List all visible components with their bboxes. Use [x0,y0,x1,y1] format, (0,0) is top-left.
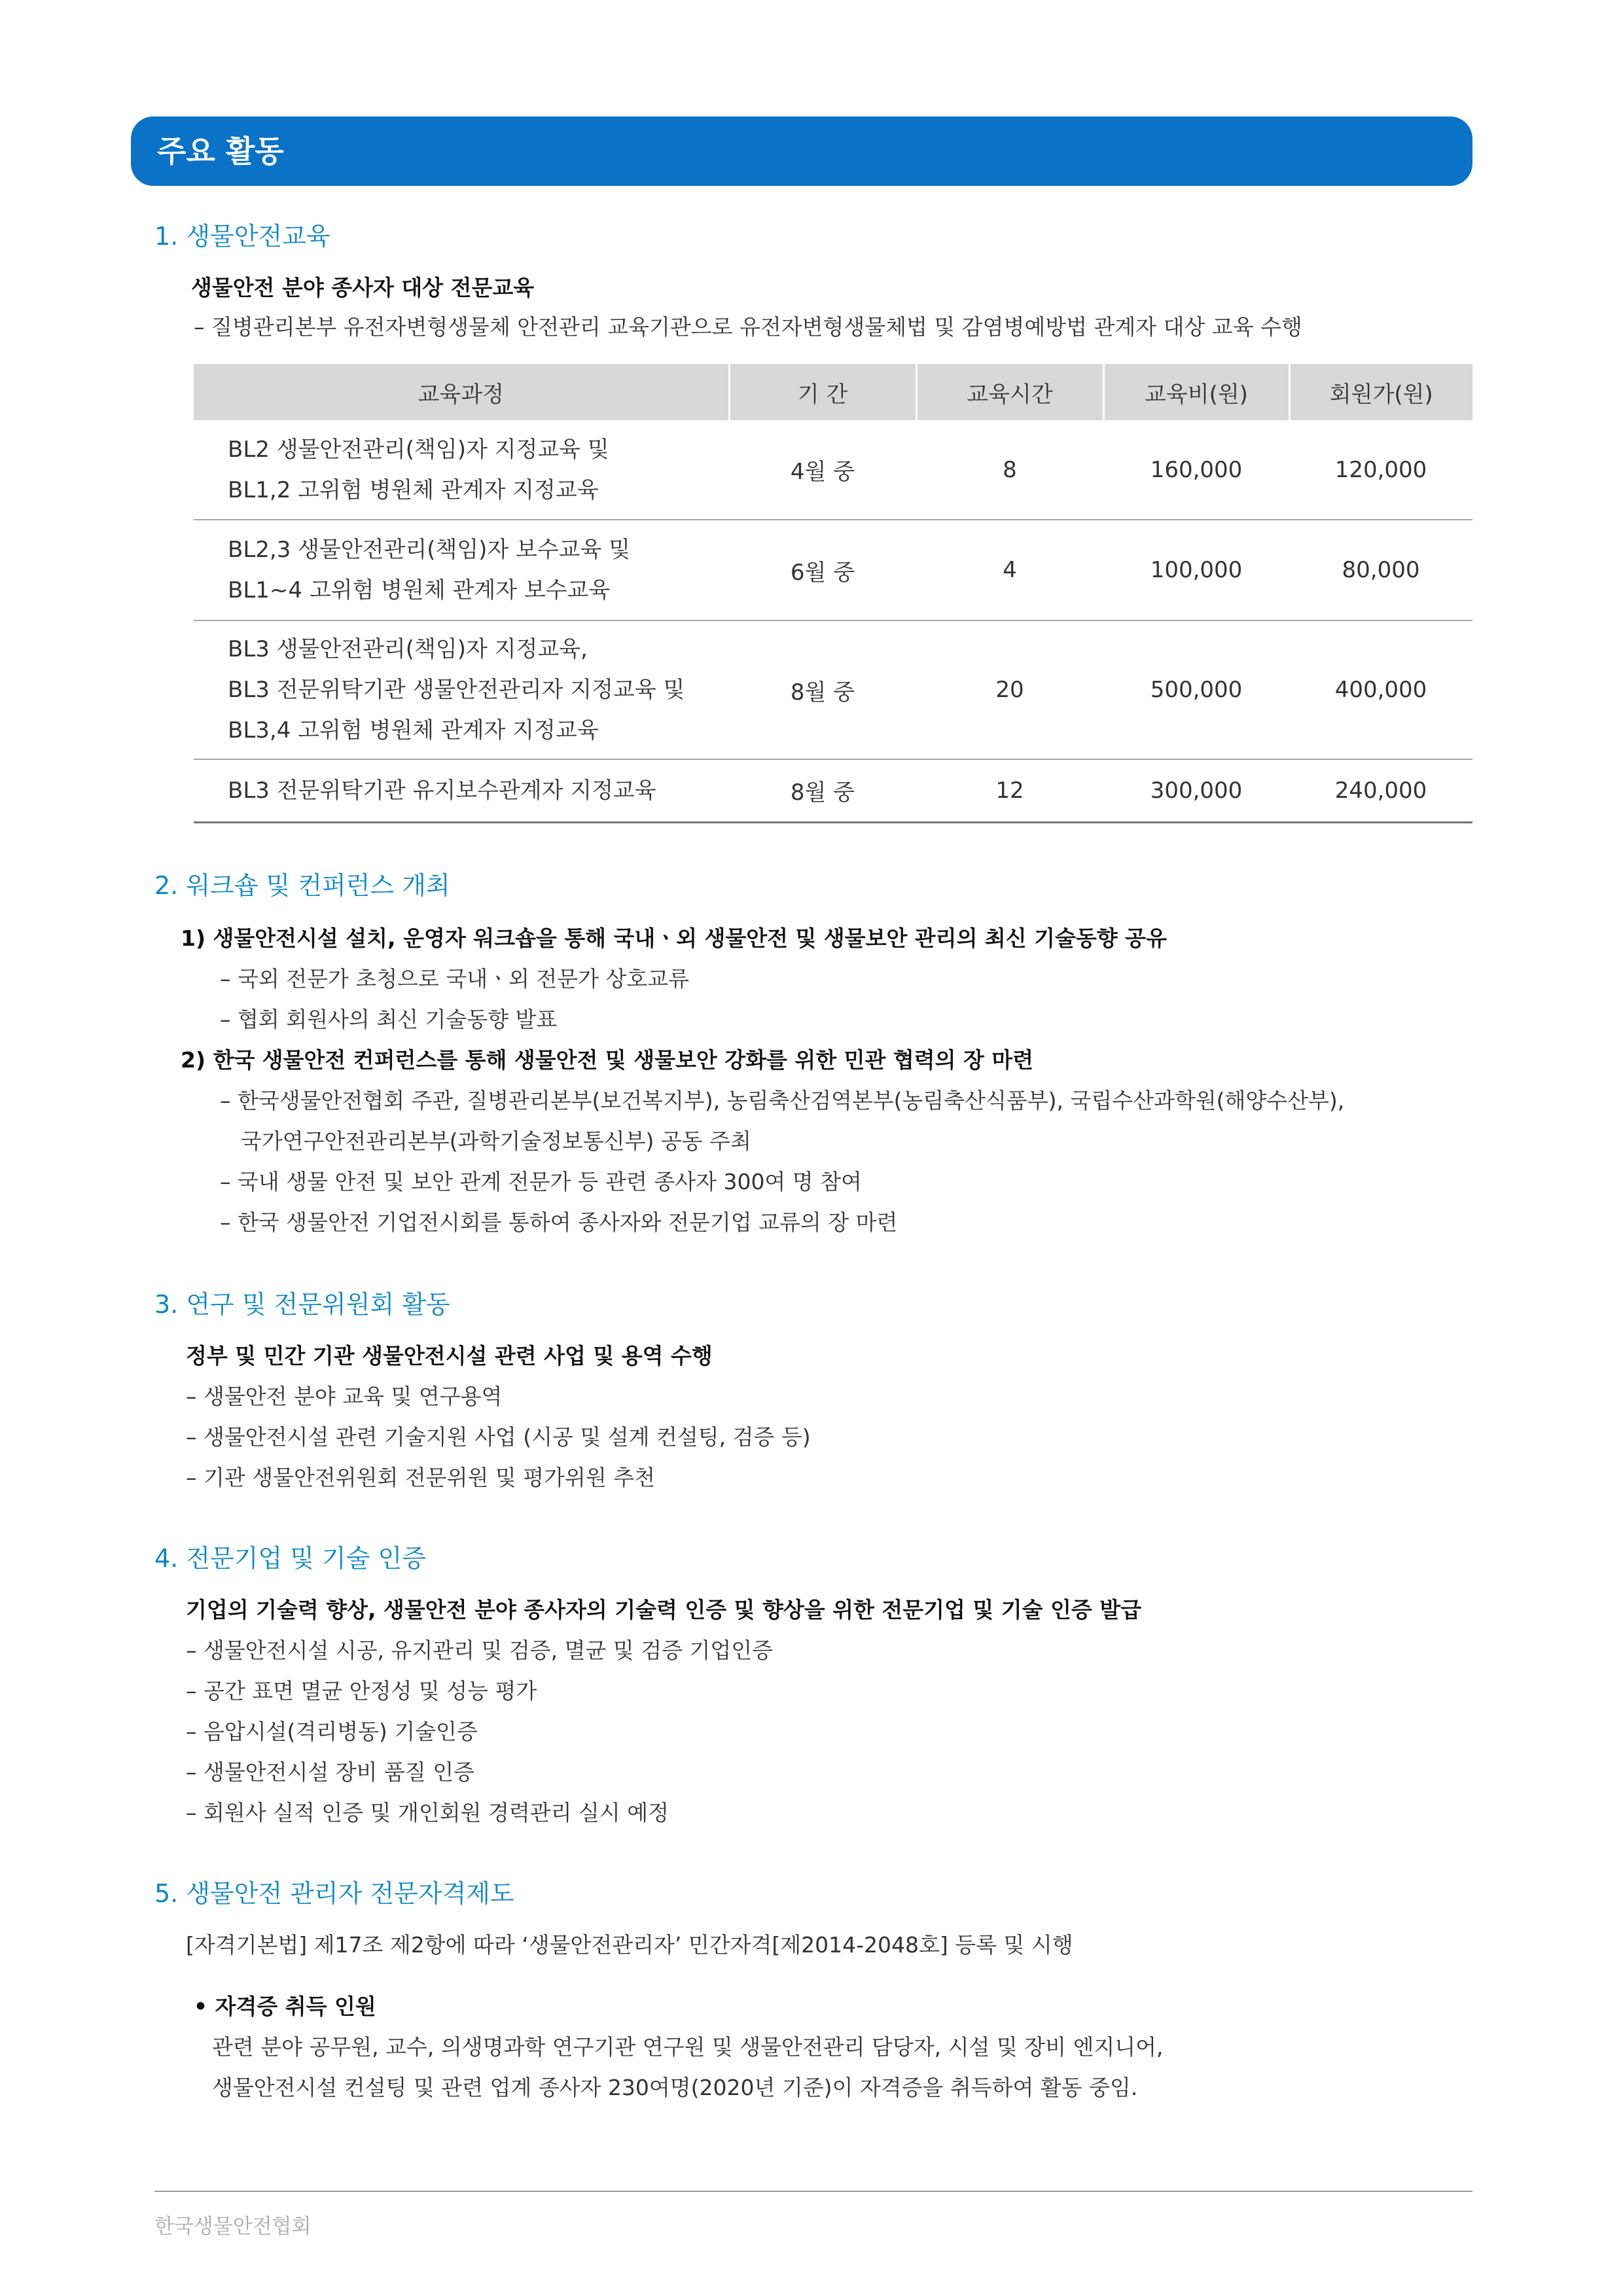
fee-cell: 500,000 [1103,620,1289,759]
list-item: – 회원사 실적 인증 및 개인회원 경력관리 실시 예정 [186,1800,669,1825]
course-line: BL3,4 고위험 병원체 관계자 지정교육 [228,717,599,744]
hours-cell: 20 [916,620,1103,759]
course-cell [194,520,729,620]
section-1-title: 1. 생물안전교육 [154,222,330,251]
footer-divider [154,2191,1472,2192]
hours-cell: 8 [916,420,1103,520]
course-line: BL1~4 고위험 병원체 관계자 보수교육 [228,577,611,603]
section-4-subtitle: 기업의 기술력 향상, 생물안전 분야 종사자의 기술력 인증 및 향상을 위한 전문기업 및 기술 인증 발급 [186,1597,1141,1623]
section-1-note: – 질병관리본부 유전자변형생물체 안전관리 교육기관으로 유전자변형생물체법 및 감염병예방법 관계자 대상 교육 수행 [194,314,1302,340]
list-item: – 생물안전시설 관련 기술지원 사업 (시공 및 설계 컨설팅, 검증 등) [186,1424,811,1450]
period-cell: 4월 중 [729,420,916,520]
member-fee-cell: 400,000 [1289,620,1472,759]
list-item: – 기관 생물안전위원회 전문위원 및 평가위원 추천 [186,1465,655,1490]
table-row [194,520,1472,620]
header-period: 기 간 [729,364,916,420]
section-5-title: 5. 생물안전 관리자 전문자격제도 [154,1879,514,1908]
footer-organization: 한국생물안전협회 [154,2215,312,2238]
section-4-title: 4. 전문기업 및 기술 인증 [154,1544,426,1573]
period-cell: 8월 중 [729,759,916,822]
list-item: – 국외 전문가 초청으로 국내ㆍ외 전문가 상호교류 [220,966,689,992]
course-line: BL3 생물안전관리(책임)자 지정교육, [228,636,588,662]
education-table [194,364,1472,823]
course-cell [194,759,729,822]
page-title: 주요 활동 [157,134,284,169]
course-cell [194,620,729,759]
hours-cell: 4 [916,520,1103,620]
list-item: – 음압시설(격리병동) 기술인증 [186,1719,478,1744]
header-course: 교육과정 [194,364,729,420]
workshop-subtitle: 1) 생물안전시설 설치, 운영자 워크숍을 통해 국내ㆍ외 생물안전 및 생물보안 관리의 최신 기술동향 공유 [181,925,1167,951]
period-cell: 6월 중 [729,520,916,620]
course-line: BL2,3 생물안전관리(책임)자 보수교육 및 [228,537,631,563]
period-cell: 8월 중 [729,620,916,759]
table-row [194,759,1472,822]
list-item: – 한국 생물안전 기업전시회를 통하여 종사자와 전문기업 교류의 장 마련 [220,1210,898,1235]
list-item: – 협회 회원사의 최신 기술동향 발표 [220,1007,558,1032]
table-header-row [194,364,1472,420]
section-banner [131,117,1472,186]
law-reference: [자격기본법] 제17조 제2항에 따라 ‘생물안전관리자’ 민간자격[제2014-2048호] 등록 및 시행 [186,1932,1073,1958]
course-line: BL2 생물안전관리(책임)자 지정교육 및 [228,436,609,463]
list-item: – 공간 표면 멸균 안정성 및 성능 평가 [186,1678,537,1704]
table-row [194,620,1472,759]
list-item: – 생물안전 분야 교육 및 연구용역 [186,1384,503,1409]
course-line: BL1,2 고위험 병원체 관계자 지정교육 [228,476,599,503]
member-fee-cell: 240,000 [1289,759,1472,822]
course-line: BL3 전문위탁기관 생물안전관리자 지정교육 및 [228,677,685,703]
member-fee-cell: 120,000 [1289,420,1472,520]
section-1-subtitle: 생물안전 분야 종사자 대상 전문교육 [191,275,535,300]
table-row [194,420,1472,520]
hours-cell: 12 [916,759,1103,822]
fee-cell: 160,000 [1103,420,1289,520]
list-item: – 생물안전시설 장비 품질 인증 [186,1759,474,1785]
header-member-fee: 회원가(원) [1289,364,1472,420]
course-line: BL3 전문위탁기관 유지보수관계자 지정교육 [228,777,656,804]
certificate-desc-line: 생물안전시설 컨설팅 및 관련 업계 종사자 230여명(2020년 기준)이 자격증을 취득하여 활동 중임. [212,2075,1138,2100]
header-hours: 교육시간 [916,364,1103,420]
list-item: – 국내 생물 안전 및 보안 관계 전문가 등 관련 종사자 300여 명 참여 [220,1169,862,1194]
certificate-desc-line: 관련 분야 공무원, 교수, 의생명과학 연구기관 연구원 및 생물안전관리 담당자, 시설 및 장비 엔지니어, [212,2034,1164,2060]
section-3-subtitle: 정부 및 민간 기관 생물안전시설 관련 사업 및 용역 수행 [186,1343,713,1369]
fee-cell: 100,000 [1103,520,1289,620]
course-cell [194,420,729,520]
member-fee-cell: 80,000 [1289,520,1472,620]
list-item: – 생물안전시설 시공, 유지관리 및 검증, 멸균 및 검증 기업인증 [186,1638,773,1663]
section-3-title: 3. 연구 및 전문위원회 활동 [154,1290,450,1319]
certificate-bullet: • 자격증 취득 인원 [194,1994,376,2019]
conference-subtitle: 2) 한국 생물안전 컨퍼런스를 통해 생물안전 및 생물보안 강화를 위한 민관 협력의 장 마련 [181,1047,1034,1073]
list-item: – 한국생물안전협회 주관, 질병관리본부(보건복지부), 농림축산검역본부(농림축산식품부), 국립수산과학원(해양수산부), [220,1088,1345,1113]
section-2-title: 2. 워크숍 및 컨퍼런스 개최 [154,871,450,900]
header-fee: 교육비(원) [1103,364,1289,420]
list-item: 국가연구안전관리본부(과학기술정보통신부) 공동 주최 [241,1128,751,1154]
fee-cell: 300,000 [1103,759,1289,822]
